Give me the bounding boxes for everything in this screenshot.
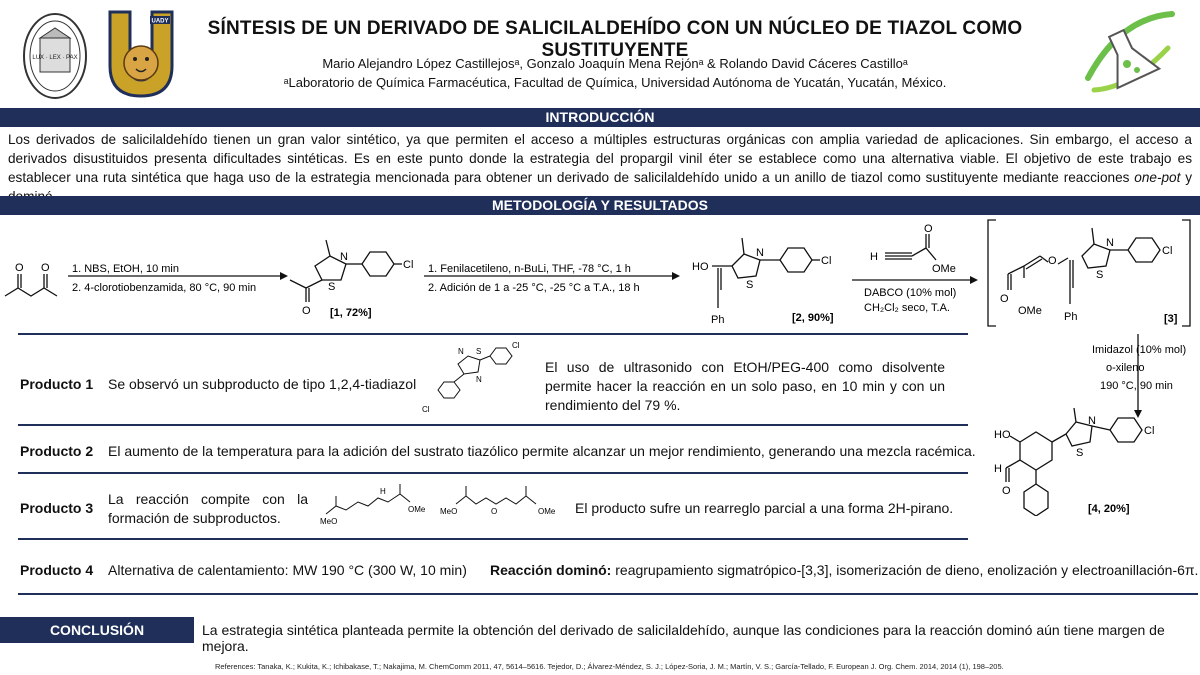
uady-u-logo <box>106 8 176 100</box>
atom-ph: Ph <box>1064 311 1078 323</box>
atom-n: N <box>340 251 348 263</box>
product-4-text: Alternativa de calentamiento: MW 190 °C (300 W, 10 min) <box>108 562 467 578</box>
atom-s: S <box>746 279 754 291</box>
intro-text-end: y <box>1185 170 1192 185</box>
uady-label: UADY <box>151 18 169 25</box>
compound-3-label: [3] <box>1164 313 1178 325</box>
atom-ho: HO <box>994 429 1011 441</box>
atom-cl: Cl <box>422 405 430 414</box>
atom-o: O <box>491 507 498 516</box>
step2-condition-a: 1. Fenilacetileno, n-BuLi, THF, -78 °C, 1 h <box>428 263 631 275</box>
uady-seal-logo <box>20 10 90 102</box>
product-3-label: Producto 3 <box>20 500 94 516</box>
atom-s: S <box>328 281 336 293</box>
acetylacetone-structure <box>5 274 57 296</box>
step3-condition-a: DABCO (10% mol) <box>864 287 957 299</box>
product-4-label: Producto 4 <box>20 562 94 578</box>
atom-o: O <box>302 305 311 317</box>
authors: Mario Alejandro López Castillejosᵃ, Gonzalo Joaquín Mena Rejónᵃ & Rolando David Cáceres Castilloᵃ <box>322 56 908 71</box>
step1-condition-a: 1. NBS, EtOH, 10 min <box>72 263 179 275</box>
atom-n: N <box>1106 237 1114 249</box>
product-2-text: El aumento de la temperatura para la adición del sustrato tiazólico permite alcanzar un mejor rendimiento, generando una mezcla racémica. <box>108 443 976 459</box>
atom-h: H <box>870 251 878 263</box>
compound-2-structure <box>712 238 820 308</box>
thiadiazole-structure <box>418 340 528 420</box>
compound-2-label: [2, 90%] <box>792 312 834 324</box>
atom-h: H <box>380 487 386 496</box>
step4-condition-c: 190 °C, 90 min <box>1100 380 1173 392</box>
conclusion-heading-box <box>0 617 194 643</box>
separator <box>18 593 1198 595</box>
atom-o: O <box>1000 293 1009 305</box>
methyl-propiolate-structure <box>885 234 936 260</box>
separator <box>18 538 968 540</box>
byproducts-structures <box>316 480 566 528</box>
atom-ome: OMe <box>1018 305 1042 317</box>
product-3-text: La reacción compite con la formación de subproductos. <box>108 491 308 526</box>
step3-condition-b: CH₂Cl₂ seco, T.A. <box>864 302 950 314</box>
atom-ho: HO <box>692 261 709 273</box>
atom-s: S <box>1096 269 1104 281</box>
conclusion-text: La estrategia sintética planteada permite la obtención del derivado de salicilaldehído, aunque las condiciones para la reacción dominó aún tiene margen de mejora. <box>202 622 1165 654</box>
intro-paragraph <box>8 130 1192 206</box>
step4-condition-b: o-xileno <box>1106 362 1145 374</box>
atom-n: N <box>476 375 482 384</box>
product-3-extra: El producto sufre un rearreglo parcial a una forma 2H-pirano. <box>575 500 954 516</box>
atom-cl: Cl <box>1144 425 1155 437</box>
atom-o: O <box>1048 255 1057 267</box>
atom-meo: MeO <box>320 517 338 526</box>
intro-heading: INTRODUCCIÓN <box>545 109 655 125</box>
step2-condition-b: 2. Adición de 1 a -25 °C, -25 °C a T.A., 18 h <box>428 282 640 294</box>
intro-heading-bar <box>0 108 1200 127</box>
atom-n: N <box>756 247 764 259</box>
atom-cl: Cl <box>1162 245 1173 257</box>
atom-ome: OMe <box>538 507 556 516</box>
atom-h: H <box>994 463 1002 475</box>
step1-condition-b: 2. 4-clorotiobenzamida, 80 °C, 90 min <box>72 282 257 294</box>
domino-label: Reacción dominó: <box>490 562 612 578</box>
atom-ph: Ph <box>711 314 725 326</box>
atom-o: O <box>41 262 50 274</box>
intro-text: Los derivados de salicilaldehído tienen un gran valor sintético, ya que permiten el acceso a múltiples estructuras orgánicas con amplia variedad de aplicaciones. Sin embargo, el acceso a derivados disustituidos presenta dificultades sintéticas. Es en este punto donde la estrategia del propargil vinil éter se establece como una alternativa viable. El objetivo de este trabajo es establecer una ruta sintética que haga uso de la estrategia mencionada para obtener un derivado de salicilaldehído unido a un anillo de tiazol como sustituyente mediante reacciones <box>8 132 1192 185</box>
separator <box>18 424 968 426</box>
atom-o: O <box>924 223 933 235</box>
product-1-text: Se observó un subproducto de tipo 1,2,4-tiadiazol <box>108 376 417 392</box>
atom-n: N <box>458 347 464 356</box>
atom-meo: MeO <box>440 507 458 516</box>
poster-title: SÍNTESIS DE UN DERIVADO DE SALICILALDEHÍDO CON UN NÚCLEO DE TIAZOL COMO SUSTITUYENTE <box>207 18 1023 61</box>
compound-1-structure <box>290 240 402 302</box>
methods-heading-bar <box>0 196 1200 215</box>
atom-cl: Cl <box>821 255 832 267</box>
product-2-label: Producto 2 <box>20 443 94 459</box>
step4-condition-a: Imidazol (10% mol) <box>1092 344 1187 356</box>
seal-text: LUX · LEX · PAX <box>32 55 78 61</box>
atom-o: O <box>15 262 24 274</box>
separator <box>18 472 968 474</box>
methods-heading: METODOLOGÍA Y RESULTADOS <box>492 197 708 213</box>
compound-1-label: [1, 72%] <box>330 307 372 319</box>
separator <box>18 333 968 335</box>
intro-italic: one-pot <box>1134 170 1181 185</box>
domino-text: reagrupamiento sigmatrópico-[3,3], isomerización de dieno, enolización y electroanillación-6π. <box>611 562 1199 578</box>
atom-n: N <box>1088 415 1096 427</box>
conclusion-heading: CONCLUSIÓN <box>49 622 145 638</box>
atom-o: O <box>1002 485 1011 497</box>
domino-reaction-note <box>490 562 1198 578</box>
atom-ome: OMe <box>408 505 426 514</box>
chem-flask-logo <box>1080 8 1180 100</box>
affiliation: ᵃLaboratorio de Química Farmacéutica, Facultad de Química, Universidad Autónoma de Yucatán, Yucatán, México. <box>283 75 947 90</box>
references: References: Tanaka, K.; Kukita, K.; Ichibakase, T.; Nakajima, M. ChemComm 2011, 47, 5614–5616. Tejedor, D.; Álvarez-Méndez, S. J.; López-Soria, J. M.; Martín, V. S.; García-Tellado, F. European J. Org. Chem. 2014, 2014 (1), 198–205. <box>215 662 1004 671</box>
atom-s: S <box>1076 447 1084 459</box>
product-1-extra: El uso de ultrasonido con EtOH/PEG-400 como disolvente permite hacer la reacción en un solo paso, en 10 min y con un rendimiento del 79 %. <box>545 359 945 413</box>
compound-4-structure <box>1006 408 1142 516</box>
atom-cl: Cl <box>512 341 520 350</box>
compound-4-label: [4, 20%] <box>1088 503 1130 515</box>
product-1-label: Producto 1 <box>20 376 94 392</box>
atom-s: S <box>476 347 482 356</box>
atom-cl: Cl <box>403 259 414 271</box>
atom-ome: OMe <box>932 263 956 275</box>
